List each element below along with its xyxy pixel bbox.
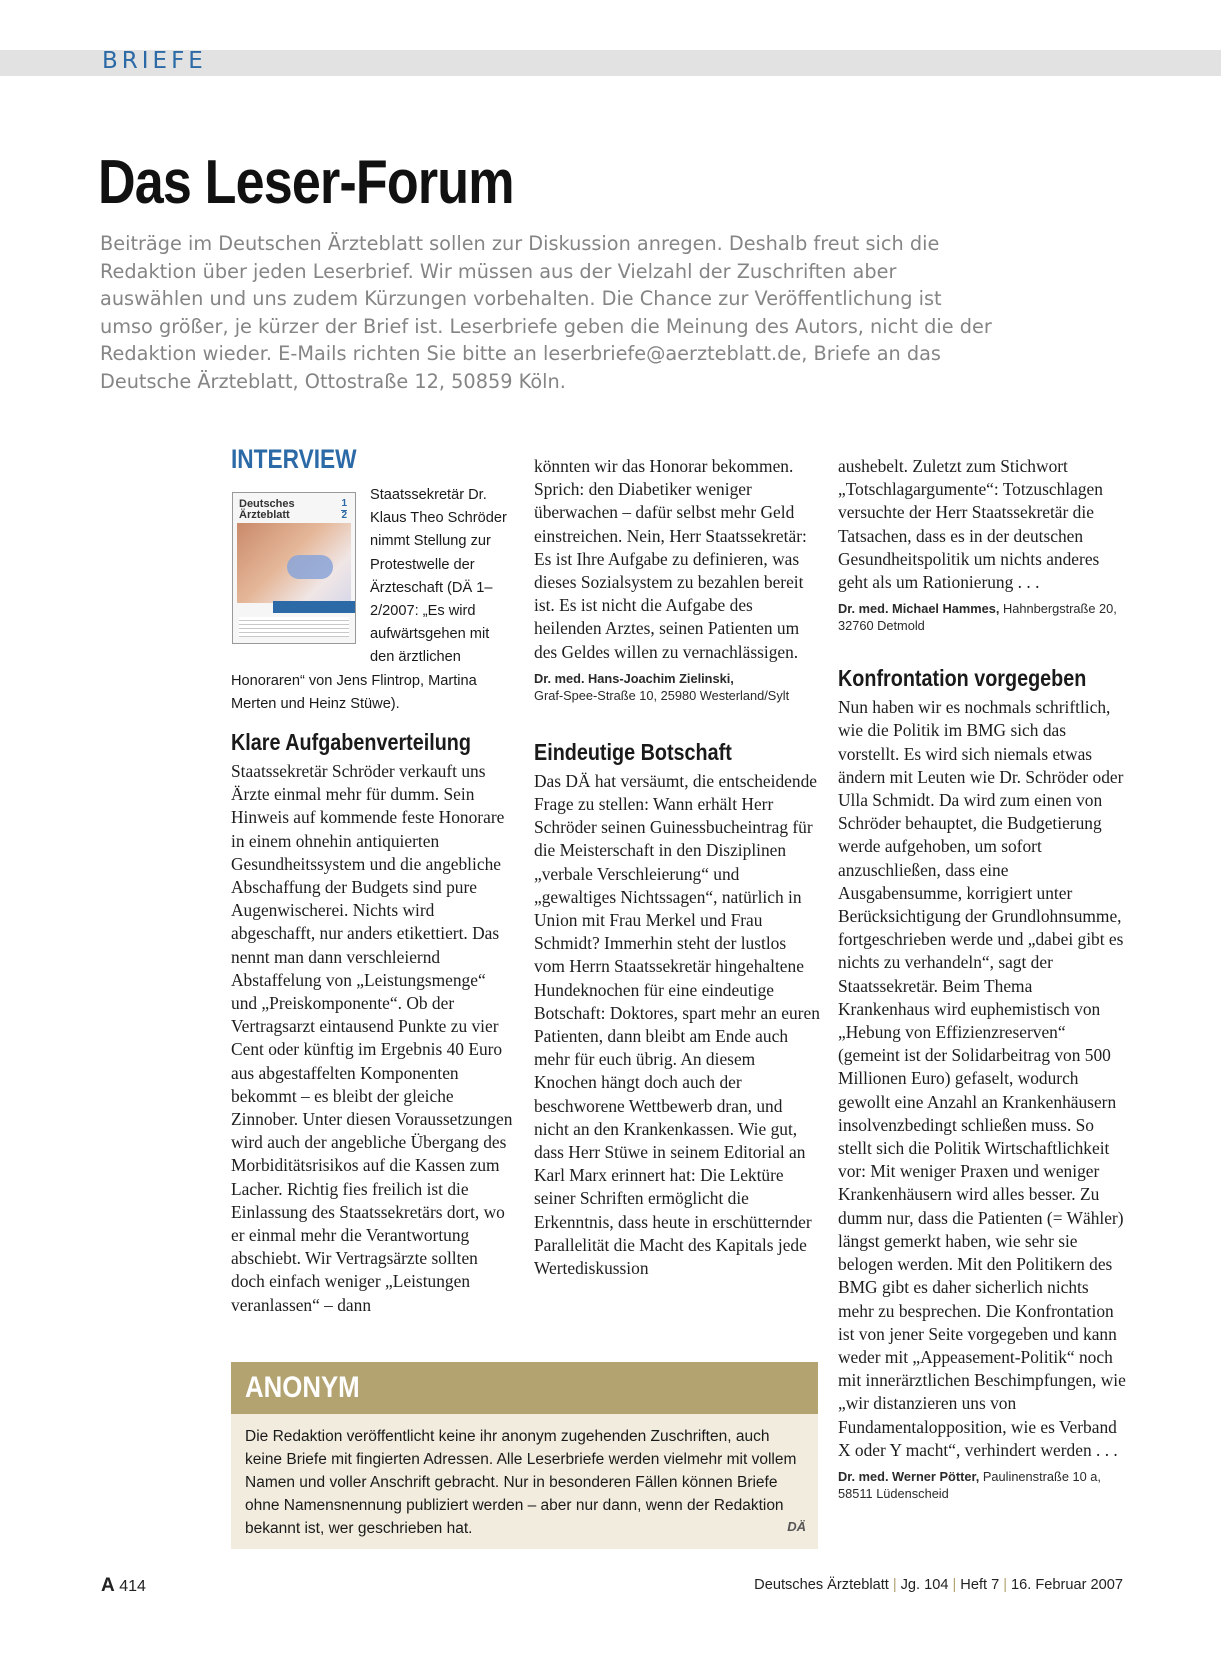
publication-info bbox=[754, 1577, 1123, 1593]
letter-1-author: Dr. med. Hans-Joachim Zielinski, bbox=[534, 670, 734, 686]
interview-label: INTERVIEW bbox=[231, 444, 357, 474]
interview-text: Staatssekretär Dr. Klaus Theo Schröder nimmt Stellung zur Protestwelle der Ärzteschaft (DÄ 1–2/2007: „Es wird aufwärtsgehen mit den ärztlichen Honoraren“ von Jens Flintrop, Martina Merten und Heinz Stüwe). bbox=[231, 487, 507, 712]
footer-separator: | bbox=[952, 1577, 957, 1593]
anonym-box-signature: DÄ bbox=[787, 1519, 806, 1534]
letter-1-signature bbox=[534, 670, 820, 704]
letter-1-body-part2: könnten wir das Honorar bekommen. Sprich: den Diabetiker weniger überwachen – dafür selbst mehr Geld einstreichen. Nein, Herr Staatssekretär: Es ist Ihre Aufgabe zu definieren, was dieses Sozialsystem zu bezahlen bereit ist. Es ist nicht die Aufgabe des heilenden Arztes, seinen Patienten um des Geldes willen zu vernachlässigen. bbox=[534, 456, 807, 662]
footer-separator: | bbox=[892, 1577, 897, 1593]
letter-2-body-part1: Das DÄ hat versäumt, die entscheidende Frage zu stellen: Wann erhält Herr Schröder seinen Guinessbucheintrag für die Meisterschaft in den Disziplinen „verbale Verschleierung“ und „gewaltiges Nichtssagen“, natürlich in Union mit Frau Merkel und Frau Schmidt? Immerhin steht der lustlos vom Herrn Staatssekretär hingehaltene Hundeknochen für eine eindeutige Botschaft: Doktores, spart mehr an euren Patienten, dann bleibt am Ende auch mehr für euch übrig. An diesem Knochen hängt doch auch der beschworene Wettbewerb dran, und nicht an den Krankenkassen. Wie gut, dass Herr Stüwe in seinem Editorial an Karl Marx erinnert hat: Die Lektüre seiner Schriften ermöglicht die Erkenntnis, dass heute in erschütternder Parallelität die Macht des Kapitals jede Wertediskussion bbox=[534, 770, 820, 1279]
letter-3-signature bbox=[838, 1468, 1126, 1502]
journal-date: 16. Februar 2007 bbox=[1011, 1577, 1123, 1593]
letter-3-address: Paulinenstraße 10 a, 58511 Lüdenscheid bbox=[838, 1468, 1101, 1501]
letter-1-body-part1: Staatssekretär Schröder verkauft uns Ärzte einmal mehr für dumm. Sein Hinweis auf kommende feste Honorare in einem ohnehin antiquierten Gesundheitssystem und die angebliche Abschaffung der Budgets sind pure Augenwischerei. Nichts wird abgeschafft, nur anders etikettiert. Das nennt man dann verschleiernd Abstaffelung von „Leistungsmenge“ und „Preiskomponente“. Ob der Vertragsarzt eintausend Punkte zu vier Cent oder künftig im Ergebnis 40 Euro aus abgestaffelten Komponenten bekommt – es bleibt der gleiche Zinnober. Unter diesen Voraussetzungen wird auch der angebliche Übergang des Morbiditätsrisikos auf die Kassen zum Lacher. Richtig fies freilich ist die Einlassung des Staatssekretärs dort, wo er einmal mehr die Verantwortung abschiebt. Wir Vertragsärzte sollten doch einfach weniger „Leistungen veranlassen“ – dann bbox=[231, 761, 513, 1315]
letter-1-address: Graf-Spee-Straße 10, 25980 Westerland/Sylt bbox=[534, 687, 790, 703]
letter-1-heading: Klare Aufgabenverteilung bbox=[231, 729, 471, 755]
letter-3-body: Nun haben wir es nochmals schriftlich, wie die Politik im BMG sich das vorstellt. Es wird sich niemals etwas ändern mit Leuten wie Dr. Schröder oder Ulla Schmidt. Da wird zum einen von Schröder behauptet, die Budgetierung werde aufgehoben, um sofort anzuschließen, dass eine Ausgabensumme, korrigiert unter Berücksichtigung der Grundlohnsumme, fortgeschrieben werde und „dabei gibt es nichts zu verhandeln“, sagt der Staatssekretär. Beim Thema Krankenhaus wird euphemistisch von „Hebung von Effizienzreserven“ (gemeint ist der Solidarbeitrag von 500 Millionen Euro) gefaselt, wodurch gewollt eine Anzahl an Krankenhäusern insolvenzbedingt schließen muss. So stellt sich die Politik Wirtschaftlichkeit vor: Mit weniger Praxen und weniger Krankenhäusern wird alles besser. Zu dumm nur, dass die Patienten (= Wähler) längst gemerkt haben, wie sehr sie belogen werden. Mit den Politikern des BMG gibt es daher sicherlich nichts mehr zu besprechen. Die Konfrontation ist von jener Seite vorgegeben und kann weder mit „Appeasement-Politik“ noch mit innerärztlichen Beschimpfungen, wie „wir distanzieren uns von Fundamentalopposition, wie es Verband X oder Y macht“, verhindert werden . . . bbox=[838, 697, 1126, 1460]
page-number-value: 414 bbox=[119, 1578, 146, 1595]
column-3 bbox=[838, 455, 1126, 1502]
section-label: BRIEFE bbox=[102, 48, 207, 74]
page-title: Das Leser-Forum bbox=[98, 148, 514, 217]
letter-3-heading: Konfrontation vorgegeben bbox=[838, 665, 1087, 692]
page-prefix: A bbox=[101, 1575, 115, 1596]
journal-volume: Jg. 104 bbox=[900, 1577, 949, 1593]
letter-2-author: Dr. med. Michael Hammes, bbox=[838, 601, 1000, 617]
page-number bbox=[101, 1575, 146, 1597]
anonym-box-header bbox=[231, 1362, 818, 1414]
intro-text: Beiträge im Deutschen Ärzteblatt sollen zur Diskussion anregen. Deshalb freut sich die Redaktion über jeden Leserbrief. Wir müssen aus der Vielzahl der Zuschriften aber auswählen und uns zudem Kürzungen vorbehalten. Die Chance zur Veröffentlichung ist umso größer, je kürzer der Brief ist. Leserbriefe geben die Meinung des Autors, nicht die der Redaktion wieder. E-Mails richten Sie bitte an leserbriefe@aerzteblatt.de, Briefe an das Deutsche Ärzteblatt, Ottostraße 12, 50859 Köln. bbox=[100, 232, 992, 393]
cover-float-spacer bbox=[231, 484, 370, 659]
journal-name: Deutsches Ärzteblatt bbox=[754, 1577, 889, 1593]
cover-issue-number: $\frac{1}{2}$ bbox=[341, 498, 347, 521]
letter-2-signature bbox=[838, 600, 1126, 634]
cover-masthead: Deutsches Ärzteblatt bbox=[239, 498, 295, 521]
journal-issue: Heft 7 bbox=[960, 1577, 1000, 1593]
anonym-box-title: ANONYM bbox=[245, 1371, 360, 1404]
column-1 bbox=[231, 444, 514, 474]
anonym-box bbox=[231, 1362, 818, 1549]
letter-1-column-1 bbox=[231, 728, 514, 1317]
letter-2-address: Hahnbergstraße 20, 32760 Detmold bbox=[838, 601, 1117, 634]
letter-3-author: Dr. med. Werner Pötter, bbox=[838, 1468, 980, 1484]
footer-separator: | bbox=[1003, 1577, 1008, 1593]
letter-2-body-part2: aushebelt. Zuletzt zum Stichwort „Totschlagargumente“: Totzuschlagen versuchte der Herr Staatssekretär die Tatsachen, dass es in der deutschen Gesundheitspolitik um nichts anderes geht als um Rationierung . . . bbox=[838, 456, 1103, 593]
letter-2-heading: Eindeutige Botschaft bbox=[534, 738, 732, 765]
column-2 bbox=[534, 455, 820, 1280]
anonym-box-text: Die Redaktion veröffentlicht keine ihr anonym zugehenden Zuschriften, auch keine Briefe mit fingierten Adressen. Alle Leserbriefe werden vielmehr mit vollem Namen und voller Anschrift gebracht. Nur in besonderen Fällen können Briefe ohne Namensnennung publiziert werden – aber nur dann, wenn der Redaktion bekannt ist, wer geschrieben hat. bbox=[245, 1428, 797, 1537]
interview-teaser bbox=[231, 484, 514, 716]
